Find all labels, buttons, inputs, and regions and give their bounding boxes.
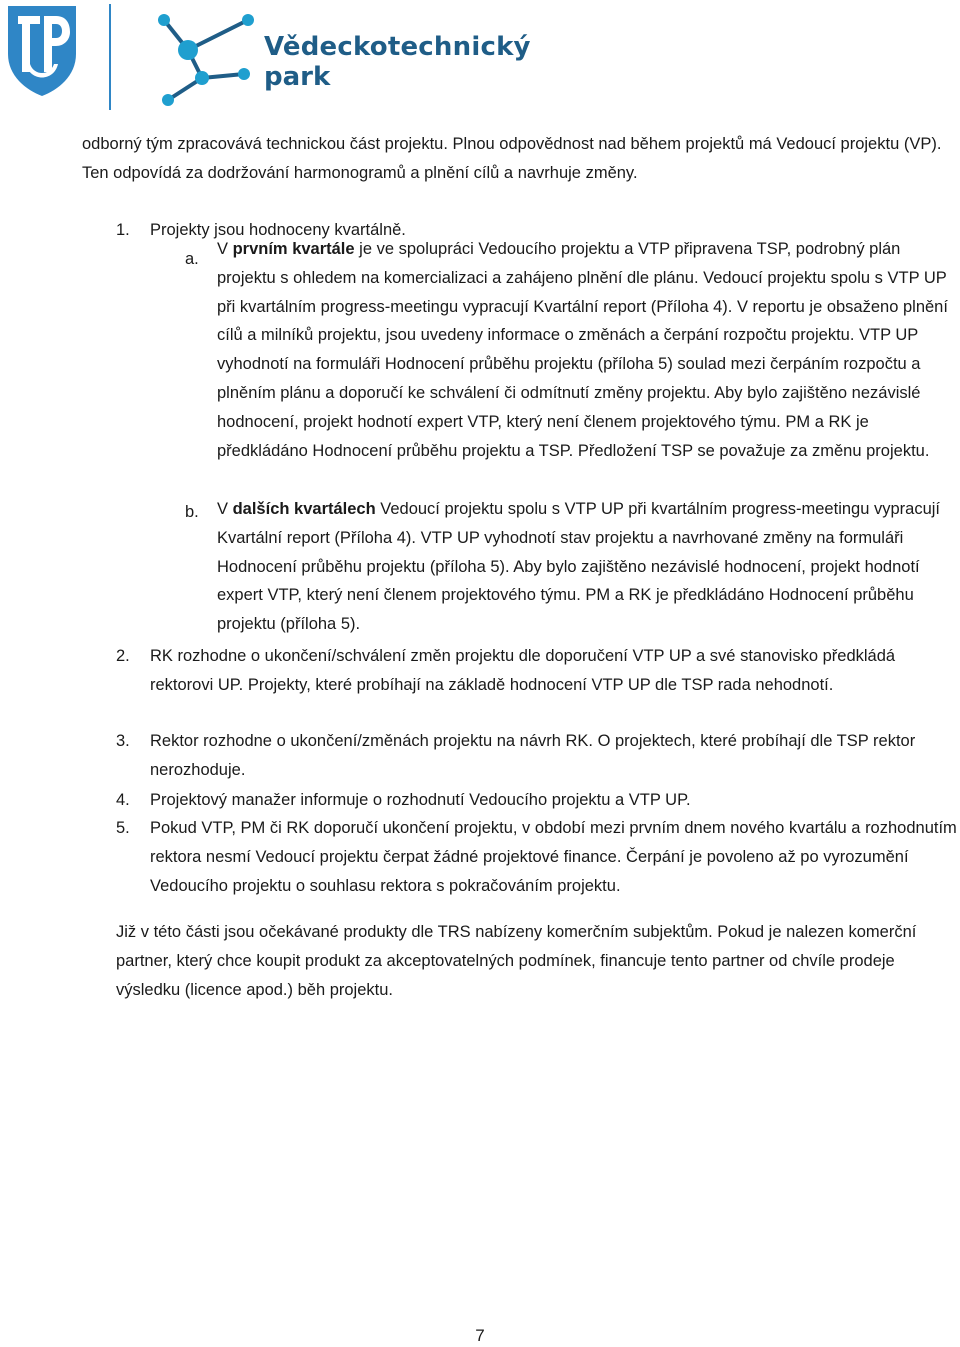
item1b-letter: b. <box>185 503 199 521</box>
item3-number: 3. <box>116 732 130 750</box>
page-header <box>0 0 960 115</box>
page-number: 7 <box>475 1326 485 1345</box>
item1b-text <box>217 495 959 639</box>
header-divider <box>109 4 111 110</box>
university-shield-logo-icon <box>6 2 78 98</box>
brand-line1: Vědeckotechnický <box>264 32 531 62</box>
item4-number: 4. <box>116 791 130 809</box>
item1b-rest: Vedoucí projektu spolu s VTP UP při kvartálním progress-meetingu vypracují Kvartální report (Příloha 4). VTP UP vyhodnotí stav projektu a navrhované změny na formuláři Hodnocení průběhu projektu (příloha 5). Aby bylo zajištěno nezávislé hodnocení, projekt hodnotí expert VTP, který není členem projektového týmu. PM a RK je předkládáno Hodnocení průběhu projektu (příloha 5). <box>217 500 940 634</box>
item1b-pre: V <box>217 500 233 518</box>
outro-paragraph: Již v této části jsou očekávané produkty dle TRS nabízeny komerčním subjektům. Pokud je nalezen komerční partner, který chce koupit produkt za akceptovatelných podmínek, financuje tento partner od chvíle prodeje výsledku (licence apod.) běh projektu. <box>116 923 917 999</box>
item1a-text <box>217 235 955 465</box>
item1b-bold: dalších kvartálech <box>232 500 376 518</box>
item2-number: 2. <box>116 647 130 665</box>
brand-line2: park <box>264 62 331 92</box>
molecule-network-icon <box>150 6 260 111</box>
item1a-rest: je ve spolupráci Vedoucího projektu a VTP připravena TSP, podrobný plán projektu s ohledem na komercializaci a zahájeno plnění dle plánu. Vedoucí projektu spolu s VTP UP při kvartálním progress-meetingu vypracují Kvartální report (Příloha 4). V reportu je obsaženo plnění cílů a milníků projektu, jsou uvedeny informace o změnách a čerpání rozpočtu projektu. VTP UP vyhodnotí na formuláři Hodnocení průběhu projektu (příloha 5) soulad mezi čerpáním rozpočtu a plněním plánu a doporučí ke schválení či odmítnutí změny projektu. Aby bylo zajištěno nezávislé hodnocení, projekt hodnotí expert VTP, který není členem projektového týmu. PM a RK je předkládáno Hodnocení průběhu projektu a TSP. Předložení TSP se považuje za změnu projektu. <box>217 240 948 460</box>
item1-text: Projekty jsou hodnoceny kvartálně. <box>150 221 406 239</box>
item3-text: Rektor rozhodne o ukončení/změnách projektu na návrh RK. O projektech, které probíhají dle TSP rektor nerozhoduje. <box>150 732 916 779</box>
item4-text: Projektový manažer informuje o rozhodnutí Vedoucího projektu a VTP UP. <box>150 791 691 809</box>
item5-text: Pokud VTP, PM či RK doporučí ukončení projektu, v období mezi prvním dnem nového kvartálu a rozhodnutím rektora nesmí Vedoucí projektu čerpat žádné projektové finance. Čerpání je povoleno až po vyrozumění Vedoucího projektu o souhlasu rektora s pokračováním projektu. <box>150 819 957 895</box>
item1-number: 1. <box>116 221 130 239</box>
item2-text: RK rozhodne o ukončení/schválení změn projektu dle doporučení VTP UP a své stanovisko předkládá rektorovi UP. Projekty, které probíhají na základě hodnocení VTP UP dle TSP rada nehodnotí. <box>150 647 896 694</box>
item1a-letter: a. <box>185 250 199 268</box>
item1a-bold: prvním kvartále <box>232 240 355 258</box>
item1a-pre: V <box>217 240 233 258</box>
brand-name <box>264 32 531 92</box>
item5-number: 5. <box>116 819 130 837</box>
intro-paragraph: odborný tým zpracovává technickou část projektu. Plnou odpovědnost nad během projektů má Vedoucí projektu (VP). Ten odpovídá za dodržování harmonogramů a plnění cílů a navrhuje změny. <box>82 135 942 182</box>
